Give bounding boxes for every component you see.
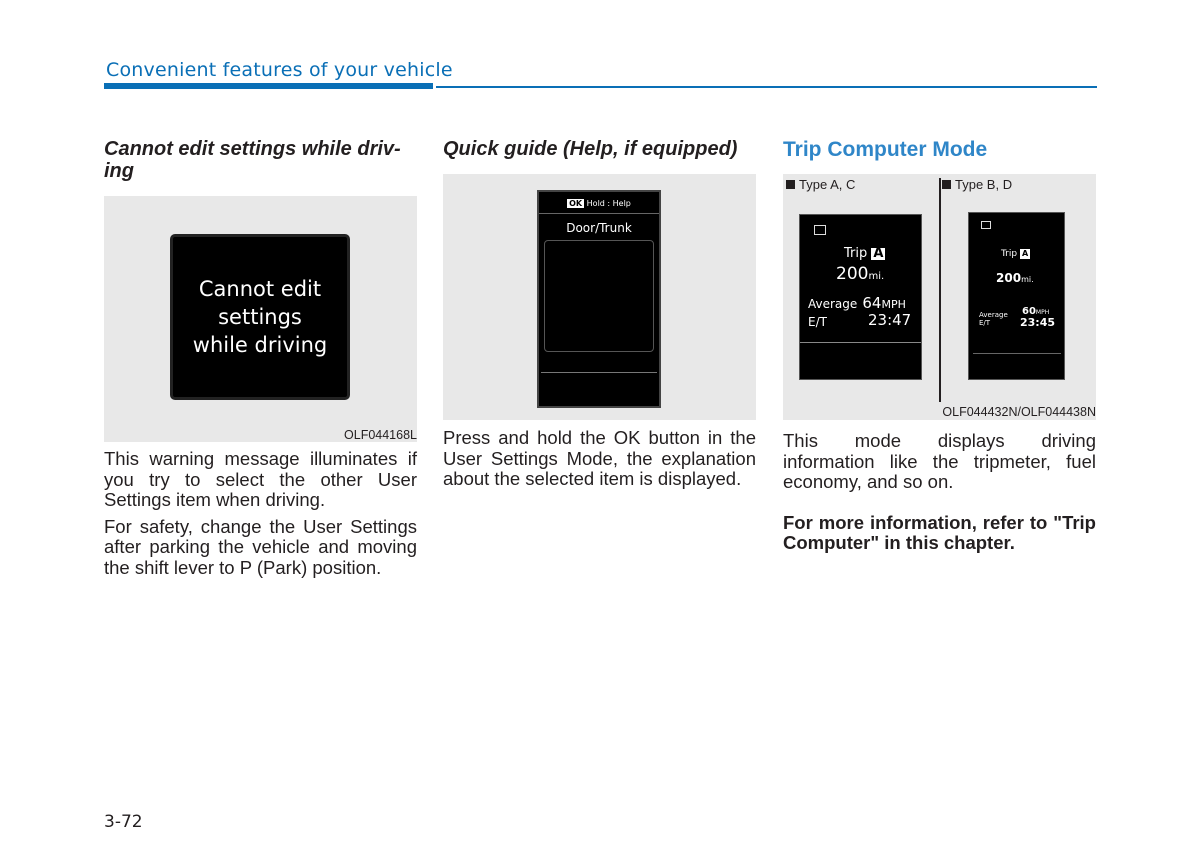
average-row: Average (979, 311, 1008, 319)
square-bullet-icon (942, 180, 951, 189)
paragraph: This warning message illuminates if you try to select the other User Settings item when driving. (104, 448, 417, 510)
column-trip-computer (783, 138, 1096, 553)
et-label: E/T (808, 315, 827, 329)
figure-code: OLF044432N/OLF044438N (942, 405, 1096, 419)
trip-distance: 200mi. (996, 271, 1034, 285)
figure-code: OLF044168L (344, 428, 417, 442)
trip-label: Trip A (844, 246, 884, 261)
menu-item: Door/Trunk (566, 221, 632, 235)
trip-id: A (873, 246, 884, 261)
heading-trip-computer: Trip Computer Mode (783, 138, 988, 161)
average-row: Average 64MPH (808, 294, 906, 312)
divider (541, 372, 657, 373)
screen-line: settings (218, 305, 302, 329)
fuel-icon (981, 221, 991, 229)
column-cannot-edit (104, 138, 417, 578)
average-value: 60MPH (1022, 306, 1050, 317)
ok-label: OK (569, 199, 583, 208)
header-rule (436, 86, 1097, 88)
header-bar (104, 83, 433, 89)
screen-line: while driving (192, 333, 328, 357)
page-number: 3-72 (104, 812, 143, 832)
type-b-label: Type B, D (942, 177, 1012, 192)
trip-screen-b (968, 212, 1065, 380)
figure-trip-computer (783, 174, 1096, 420)
square-bullet-icon (786, 180, 795, 189)
screen-line: Cannot edit (198, 277, 322, 301)
running-header: Convenient features of your vehicle (106, 59, 453, 81)
heading-cannot-edit: Cannot edit settings while driv- ing (104, 138, 401, 182)
paragraph: Press and hold the OK button in the User Settings Mode, the explanation about the selected item is displayed. (443, 427, 756, 489)
trip-screen-a (799, 214, 922, 380)
et-value: 23:47 (868, 311, 912, 329)
cluster-screen (170, 234, 350, 400)
paragraph: For safety, change the User Settings after parking the vehicle and moving the shift lever to P (Park) position. (104, 515, 417, 578)
divider (800, 342, 921, 343)
paragraph: This mode displays driving information like the tripmeter, fuel economy, and so on. (783, 430, 1096, 492)
divider (973, 353, 1061, 354)
help-panel (544, 240, 654, 352)
trip-id: A (1021, 249, 1029, 258)
et-value: 23:45 (1020, 316, 1056, 329)
et-label: E/T (979, 319, 991, 327)
fuel-icon (814, 225, 826, 235)
help-bar (539, 192, 659, 214)
column-quick-guide (443, 138, 756, 489)
trip-label: Trip A (1001, 249, 1029, 259)
trip-distance: 200mi. (836, 264, 885, 284)
cluster-screen (537, 190, 661, 408)
figure-separator (939, 178, 941, 402)
type-a-label: Type A, C (786, 177, 855, 192)
figure-cannot-edit (104, 196, 417, 442)
hold-help-label: Hold : Help (586, 199, 631, 208)
heading-quick-guide: Quick guide (Help, if equipped) (443, 138, 738, 160)
note: For more information, refer to "Trip Computer" in this chapter. (783, 511, 1096, 553)
figure-quick-guide (443, 174, 756, 420)
